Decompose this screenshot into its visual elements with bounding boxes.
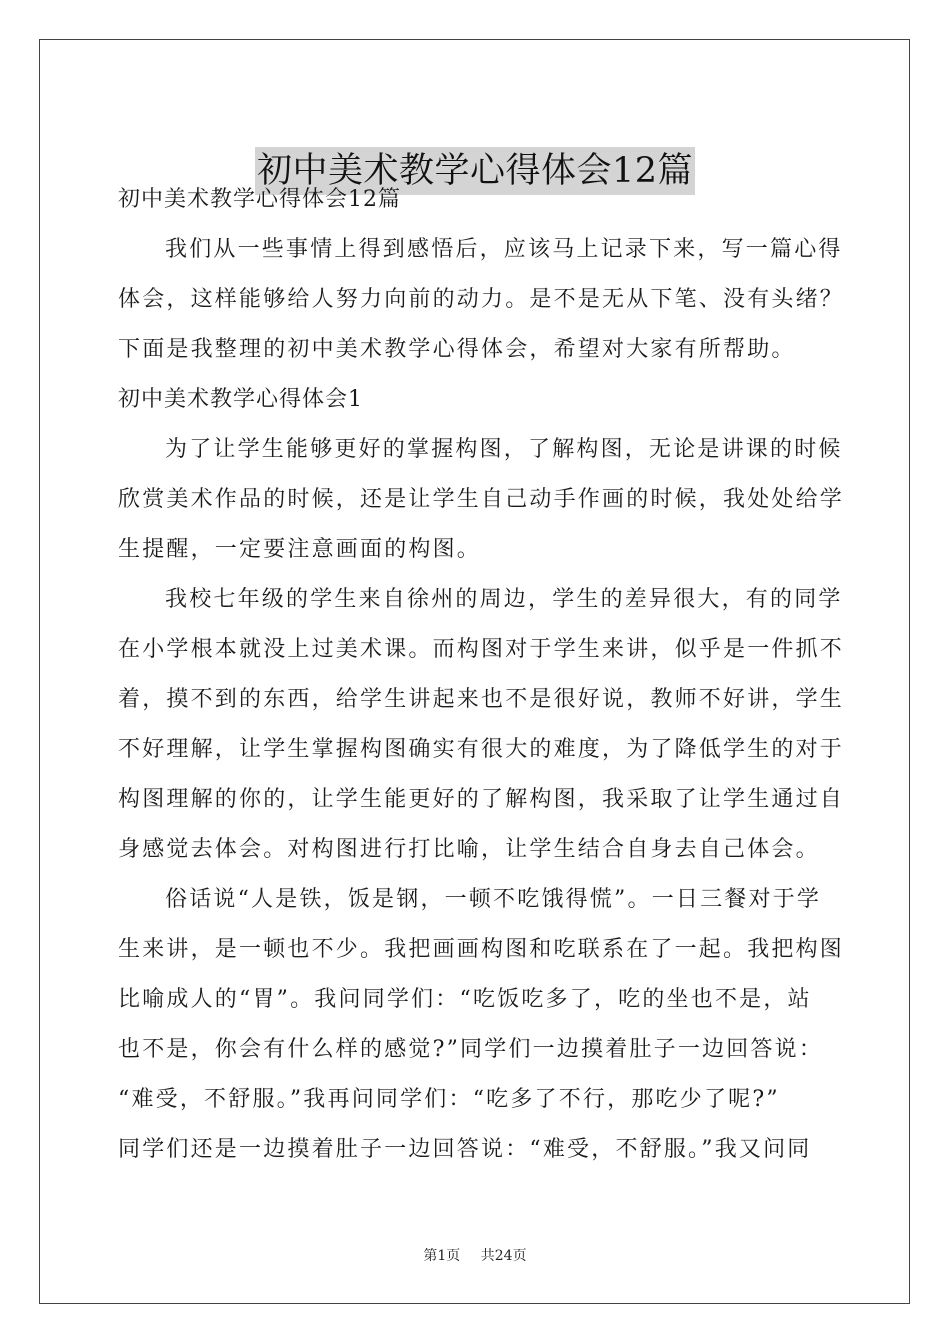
paragraph-line: 着，摸不到的东西，给学生讲起来也不是很好说，教师不好讲，学生: [118, 687, 845, 712]
paragraph-line: 身感觉去体会。对构图进行打比喻，让学生结合自身去自己体会。: [118, 837, 820, 862]
paragraph-line: 欣赏美术作品的时候，还是让学生自己动手作画的时候，我处处给学: [118, 487, 845, 512]
paragraph-line: 也不是，你会有什么样的感觉?”同学们一边摸着肚子一边回答说：: [118, 1037, 824, 1062]
document-body: [118, 175, 845, 1175]
page-footer: [0, 1245, 950, 1265]
paragraph-line: 生提醒，一定要注意画面的构图。: [118, 537, 482, 562]
paragraph-line: 我们从一些事情上得到感悟后，应该马上记录下来，写一篇心得: [165, 237, 843, 262]
paragraph-line: 俗话说“人是铁，饭是钢，一顿不吃饿得慌”。一日三餐对于学: [165, 887, 822, 912]
paragraph-line: 同学们还是一边摸着肚子一边回答说：“难受，不舒服。”我又问同: [118, 1137, 812, 1162]
section-heading: 初中美术教学心得体会1: [118, 387, 363, 412]
paragraph-line: 在小学根本就没上过美术课。而构图对于学生来讲，似乎是一件抓不: [118, 637, 845, 662]
document-title: 初中美术教学心得体会12篇: [255, 147, 695, 195]
paragraph-line: 为了让学生能够更好的掌握构图，了解构图，无论是讲课的时候: [165, 437, 843, 462]
paragraph-line: 下面是我整理的初中美术教学心得体会，希望对大家有所帮助。: [118, 337, 796, 362]
paragraph-line: 比喻成人的“胃”。我问同学们：“吃饭吃多了，吃的坐也不是，站: [118, 987, 812, 1012]
paragraph-line: “难受，不舒服。”我再问同学们：“吃多了不行，那吃少了呢?”: [118, 1087, 780, 1112]
paragraph-line: 我校七年级的学生来自徐州的周边，学生的差异很大，有的同学: [165, 587, 843, 612]
paragraph-line: 体会，这样能够给人努力向前的动力。是不是无从下笔、没有头绪？: [118, 287, 845, 312]
paragraph-line: 生来讲，是一顿也不少。我把画画构图和吃联系在了一起。我把构图: [118, 937, 845, 962]
section-heading: 初中美术教学心得体会12篇: [118, 187, 401, 212]
page-total: 共24页: [480, 1248, 527, 1264]
paragraph-line: 不好理解，让学生掌握构图确实有很大的难度，为了降低学生的对于: [118, 737, 845, 762]
paragraph-line: 构图理解的你的，让学生能更好的了解构图，我采取了让学生通过自: [118, 787, 845, 812]
page-number: 第1页: [423, 1248, 461, 1264]
